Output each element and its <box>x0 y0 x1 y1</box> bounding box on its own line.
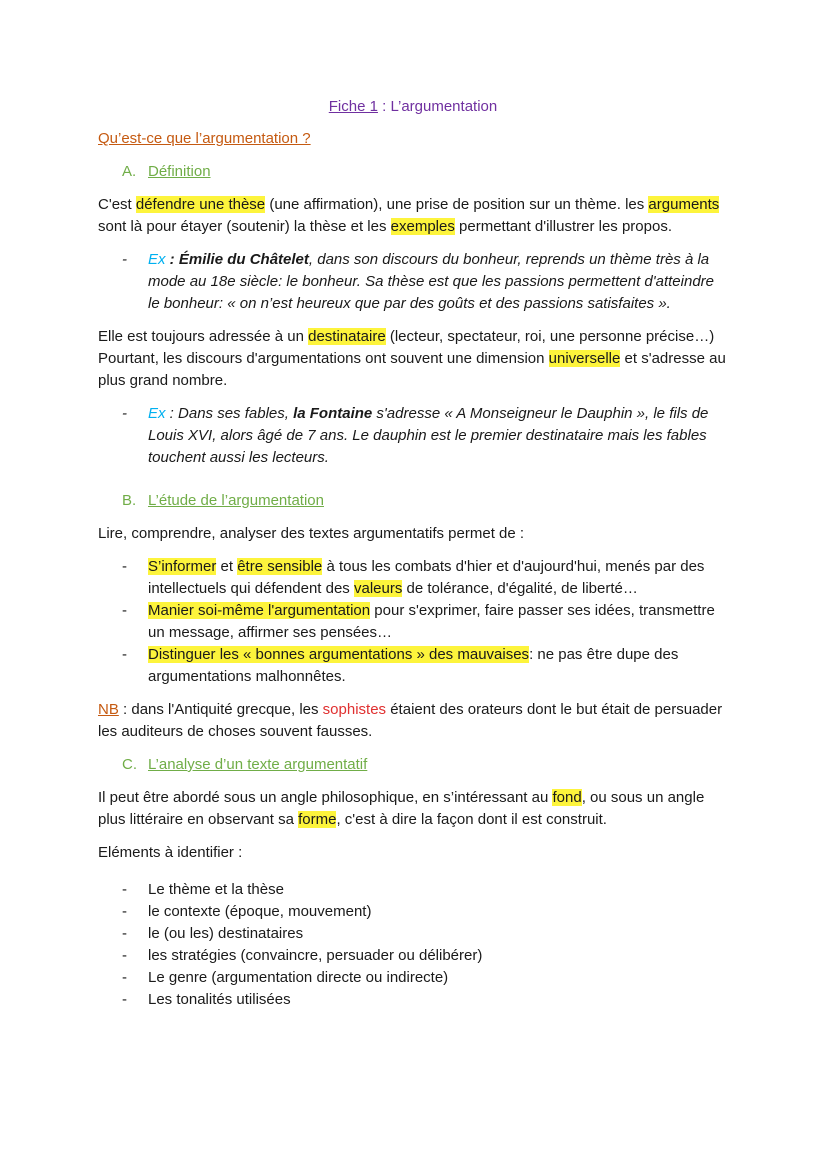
list-item-text: Le thème et la thèse <box>148 881 284 898</box>
highlight: Manier soi-même l'argumentation <box>148 602 371 619</box>
list-item <box>98 879 728 901</box>
elements-list <box>98 879 728 1011</box>
list-item-text: le (ou les) destinataires <box>148 925 304 942</box>
highlight: défendre une thèse <box>135 196 266 213</box>
text-run: s'adresse « A Monseigneur le Dauphin », le fils de Louis XVI, alors âgé de 7 ans. Le dauphin est le premier destinataire mais les fables touchent aussi les lecteurs. <box>148 405 709 466</box>
section-a-heading <box>98 161 728 183</box>
dash-bullet: - <box>122 251 127 268</box>
list-item <box>98 967 728 989</box>
elements-intro: Eléments à identifier : <box>98 844 243 861</box>
destinataire-paragraph <box>98 326 728 392</box>
text-run: Elle est toujours adressée à un <box>98 328 309 345</box>
example-item <box>98 249 728 315</box>
text-run: étaient des orateurs dont le but était de persuader les auditeurs de choses souvent fausses. <box>98 701 723 740</box>
section-b-label: L’étude de l’argumentation <box>148 492 324 509</box>
highlight: forme <box>298 811 337 828</box>
text-run: et s'adresse au plus grand nombre. <box>98 350 726 389</box>
text-run: Il peut être abordé sous un angle philosophique, en s’intéressant au <box>98 789 553 806</box>
text-run: pour s'exprimer, faire passer ses idées, transmettre un message, affirmer ses pensées… <box>148 602 715 641</box>
text-run: (lecteur, spectateur, roi, une personne précise…) Pourtant, les discours d'argumentations ont souvent une dimension <box>98 328 715 367</box>
example-list-2 <box>98 403 728 469</box>
section-a-label: Définition <box>148 163 211 180</box>
text-run: sont là pour étayer (soutenir) la thèse et les <box>98 218 391 235</box>
author-name: la Fontaine <box>293 405 373 422</box>
section-c-heading <box>98 754 728 776</box>
list-item <box>98 945 728 967</box>
title-subject: : L’argumentation <box>377 98 498 115</box>
list-item <box>98 901 728 923</box>
highlight: destinataire <box>308 328 386 345</box>
dash-bullet: - <box>122 925 127 942</box>
dash-bullet: - <box>122 969 127 986</box>
main-question: Qu’est-ce que l’argumentation ? <box>98 130 311 147</box>
highlight: universelle <box>548 350 621 367</box>
text-run: permettant d'illustrer les propos. <box>454 218 672 235</box>
highlight: exemples <box>390 218 455 235</box>
text-run: et <box>216 558 238 575</box>
spacer <box>98 480 728 490</box>
list-item-text: Les tonalités utilisées <box>148 991 291 1008</box>
analyse-paragraph <box>98 787 728 831</box>
study-item-distinguer <box>98 644 728 688</box>
text-run: : ne pas être dupe des argumentations malhonnêtes. <box>148 646 679 685</box>
highlight: arguments <box>648 196 720 213</box>
highlight: fond <box>552 789 582 806</box>
dash-bullet: - <box>122 947 127 964</box>
list-item-text: les stratégies (convaincre, persuader ou délibérer) <box>148 947 483 964</box>
section-c-label: L’analyse d’un texte argumentatif <box>148 756 368 773</box>
study-item-manier <box>98 600 728 644</box>
ex-label: Ex <box>148 251 166 268</box>
section-b-heading <box>98 490 728 512</box>
example-item <box>98 403 728 469</box>
nb-label: NB <box>98 701 119 718</box>
list-item-text: Le genre (argumentation directe ou indirecte) <box>148 969 449 986</box>
text-run: (une affirmation), une prise de position sur un thème. les <box>265 196 649 213</box>
text-run: , ou sous un angle plus littéraire en observant sa <box>98 789 705 828</box>
author-name: Émilie du Châtelet <box>178 251 309 268</box>
title-fiche-number: Fiche 1 <box>328 98 378 115</box>
dash-bullet: - <box>122 903 127 920</box>
text-run: : <box>165 251 179 268</box>
text-run: : Dans ses fables, <box>165 405 294 422</box>
text-run: , c'est à dire la façon dont il est construit. <box>336 811 607 828</box>
dash-bullet: - <box>122 646 127 663</box>
study-intro: Lire, comprendre, analyser des textes argumentatifs permet de : <box>98 525 525 542</box>
dash-bullet: - <box>122 558 127 575</box>
section-a-letter: A. <box>122 163 137 180</box>
ex-label: Ex <box>148 405 166 422</box>
dash-bullet: - <box>122 991 127 1008</box>
text-run: de tolérance, d'égalité, de liberté… <box>402 580 638 597</box>
sophistes-term: sophistes <box>322 701 387 718</box>
section-b-letter: B. <box>122 492 137 509</box>
highlight: être sensible <box>237 558 323 575</box>
text-run: , dans son discours du bonheur, reprends un thème très à la mode au 18e siècle: le bonheur. Sa thèse est que les passions permettent d'atteindre le bonheur: « on n’est heureux que par des goûts et des passions satisfaites ». <box>148 251 715 312</box>
list-item <box>98 923 728 945</box>
highlight: S’informer <box>148 558 217 575</box>
dash-bullet: - <box>122 405 127 422</box>
study-item-inform <box>98 556 728 600</box>
document-page <box>98 96 728 1022</box>
list-item-text: le contexte (époque, mouvement) <box>148 903 372 920</box>
page-title <box>98 96 728 118</box>
example-list-1 <box>98 249 728 315</box>
text-run: C'est <box>98 196 136 213</box>
dash-bullet: - <box>122 602 127 619</box>
list-item <box>98 989 728 1011</box>
definition-paragraph <box>98 194 728 238</box>
study-list <box>98 556 728 688</box>
highlight: valeurs <box>353 580 403 597</box>
section-c-letter: C. <box>122 756 137 773</box>
dash-bullet: - <box>122 881 127 898</box>
highlight: Distinguer les « bonnes argumentations » des mauvaises <box>148 646 530 663</box>
nb-paragraph <box>98 699 728 743</box>
text-run: : dans l'Antiquité grecque, les <box>118 701 323 718</box>
text-run: à tous les combats d'hier et d'aujourd'hui, menés par des intellectuels qui défendent des <box>148 558 705 597</box>
